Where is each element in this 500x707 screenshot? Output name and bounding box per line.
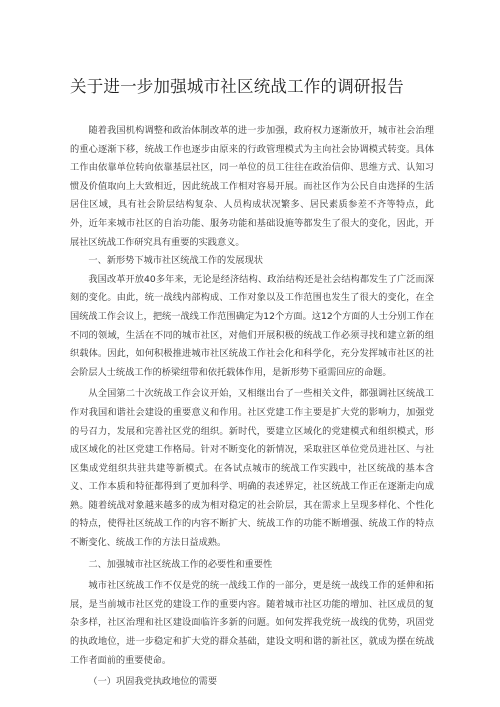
section-heading-1: 一、新形势下城市社区统战工作的发展现状 <box>88 255 263 267</box>
document-body <box>70 122 434 692</box>
paragraph-intro: 随着我国机构调整和政治体制改革的进一步加强，政府权力逐渐放开，城市社会治理的重心逐渐下移，统战工作也逐步由原来的行政管理模式为主向社会协调模式转变。具体工作由依靠单位转向依靠基层社区，同一单位的员工往往在政治信仰、思维方式、认知习惯及价值取向上大致相近，因此统战工作相对容易开展。而社区作为公民自由选择的生活居住区域，具有社会阶层结构复杂、人员构成状况繁多、居民素质参差不齐等特点，此外，近年来城市社区的自治功能、服务功能和基础设施等都发生了很大的变化，因此，开展社区统战工作研究具有重要的实践意义。 <box>70 125 434 248</box>
paragraph-policy: 从全国第二十次统战工作会议开始，又相继出台了一些相关文件，都强调社区统战工作对我国和谐社会建设的重要意义和作用。社区党建工作主要是扩大党的影响力，加强党的号召力，发展和完善社区党的组织。新时代，要建立区域化的党建模式和组织模式，形成区域化的社区党建工作格局。针对不断变化的新情况，采取驻区单位党员进社区、与社区集成党组织共驻共建等新模式。在各试点城市的统战工作实践中，社区统战的基本含义、工作本质和特征都得到了更加科学、明确的表述界定，社区统战工作正在逐渐走向成熟。随着统战对象越来越多的成为相对稳定的社会阶层，其在需求上呈现多样化、个性化的特点，使得社区统战工作的内容不断扩大、统战工作的功能不断增强、统战工作的特点不断变化、统战工作的方法日益成熟。 <box>70 388 434 549</box>
paragraph-importance: 城市社区统战工作不仅是党的统一战线工作的一部分，更是统一战线工作的延伸和拓展，是当前城市社区党的建设工作的重要内容。随着城市社区功能的增加、社区成员的复杂多样，社区治理和社区建设面临许多新的问题。如何发挥我党统一战线的优势，巩固党的执政地位，进一步稳定和扩大党的群众基础，建设文明和谐的新社区，就成为摆在统战工作者面前的重要使命。 <box>70 580 434 666</box>
section-heading-2: 二、加强城市社区统战工作的必要性和重要性 <box>88 558 273 570</box>
subsection-heading-1: （一）巩固我党执政地位的需要 <box>88 676 218 688</box>
document-title: 关于进一步加强城市社区统战工作的调研报告 <box>70 77 404 96</box>
paragraph-status: 我国改革开放40多年来，无论是经济结构、政治结构还是社会结构都发生了广泛而深刻的变化。由此，统一战线内部构成、工作对象以及工作范围也发生了很大的变化，在全国统战工作会议上，把统一战线工作范围确定为12个方面。这12个方面的人士分别工作在不同的领域，生活在不同的城市社区，对他们开展积极的统战工作必须寻找和建立新的组织载体。因此，如何积极推进城市社区统战工作社会化和科学化，充分发挥城市社区的社会阶层人士统战工作的桥梁纽带和依托载体作用，是新形势下亟需回应的命题。 <box>70 273 434 378</box>
